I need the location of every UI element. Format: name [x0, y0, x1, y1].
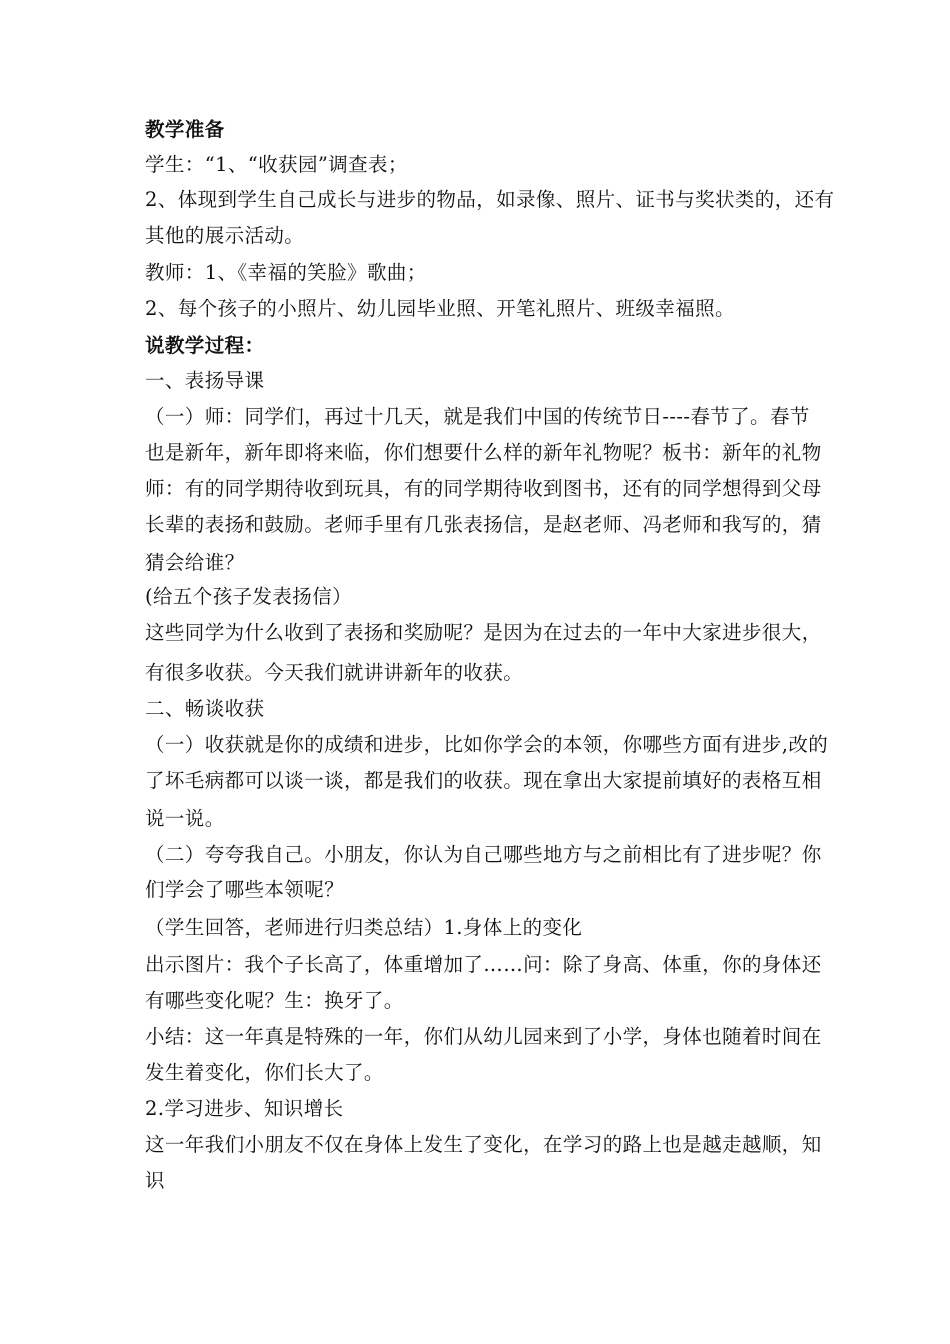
text-line: 一、表扬导课	[145, 369, 265, 392]
text-line: 2、每个孩子的小照片、幼儿园毕业照、开笔礼照片、班级幸福照。	[145, 297, 735, 320]
text-line: （二）夸夸我自己。小朋友，你认为自己哪些地方与之前相比有了进步呢？你	[145, 843, 822, 866]
text-line: 这些同学为什么收到了表扬和奖励呢？是因为在过去的一年中大家进步很大，	[145, 621, 822, 644]
text-line: 小结：这一年真是特殊的一年，你们从幼儿园来到了小学，身体也随着时间在	[145, 1025, 822, 1048]
text-line: 发生着变化，你们长大了。	[145, 1061, 384, 1084]
text-line: 有哪些变化呢？生：换牙了。	[145, 989, 404, 1012]
text-line: 说一说。	[145, 807, 225, 830]
text-line: 出示图片：我个子长高了，体重增加了……问：除了身高、体重，你的身体还	[145, 953, 822, 976]
text-line: 长辈的表扬和鼓励。老师手里有几张表扬信，是赵老师、冯老师和我写的，猜	[145, 513, 822, 536]
text-line: （一）收获就是你的成绩和进步，比如你学会的本领，你哪些方面有进步,改的	[145, 733, 829, 756]
text-line: 了坏毛病都可以谈一谈，都是我们的收获。现在拿出大家提前填好的表格互相	[145, 769, 822, 792]
text-line: 学生：“1、“收获园”调查表；	[145, 153, 408, 176]
text-line: (给五个孩子发表扬信）	[145, 585, 353, 608]
text-line: 其他的展示活动。	[145, 224, 305, 247]
section-heading: 说教学过程：	[145, 334, 265, 357]
text-line: 猜会给谁？	[145, 551, 245, 574]
text-line: 们学会了哪些本领呢？	[145, 878, 345, 901]
text-line: 也是新年，新年即将来临，你们想要什么样的新年礼物呢？板书：新年的礼物	[145, 441, 822, 464]
text-line: 教师：1、《幸福的笑脸》歌曲；	[145, 261, 427, 284]
text-line: 师：有的同学期待收到玩具，有的同学期待收到图书，还有的同学想得到父母	[145, 477, 822, 500]
text-line: 识	[145, 1169, 165, 1192]
text-line: 这一年我们小朋友不仅在身体上发生了变化，在学习的路上也是越走越顺，知	[145, 1133, 822, 1156]
section-heading: 教学准备	[145, 118, 225, 141]
text-line: （学生回答，老师进行归类总结）1.身体上的变化	[145, 916, 583, 939]
text-line: 2.学习进步、知识增长	[145, 1097, 344, 1120]
text-line: 有很多收获。今天我们就讲讲新年的收获。	[145, 661, 524, 684]
text-line: 二、畅谈收获	[145, 697, 265, 720]
text-line: （一）师：同学们，再过十几天，就是我们中国的传统节日----春节了。春节	[145, 405, 810, 428]
text-line: 2、体现到学生自己成长与进步的物品，如录像、照片、证书与奖状类的，还有	[145, 188, 835, 211]
